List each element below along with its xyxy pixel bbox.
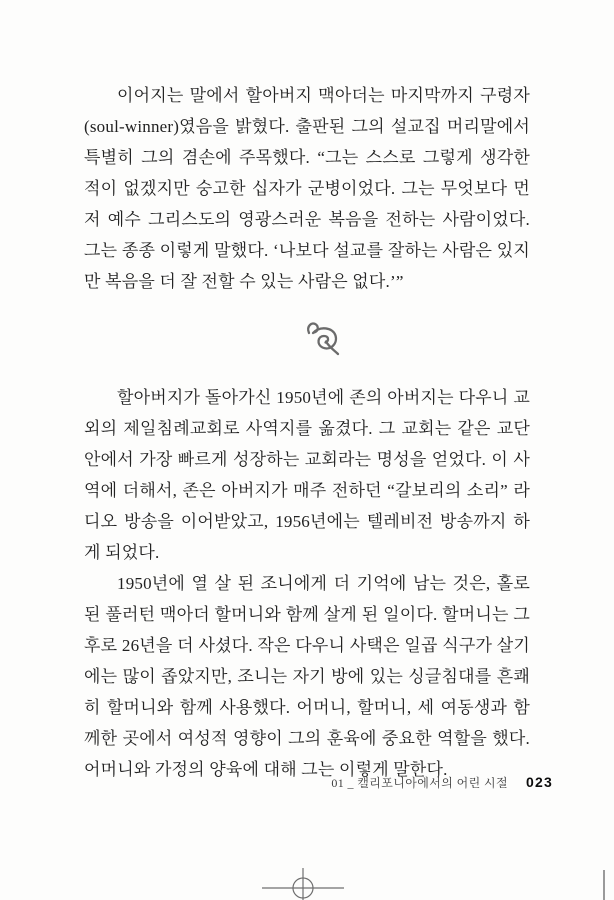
registration-mark-icon <box>261 866 345 900</box>
section-break <box>84 297 530 382</box>
running-footer <box>331 774 553 791</box>
chapter-label: 01 _ 캘리포니아에서의 어린 시절 <box>331 776 509 790</box>
paragraph-1: 이어지는 말에서 할아버지 맥아더는 마지막까지 구령자(soul-winner)였음을 밝혔다. 출판된 그의 설교집 머리말에서 특별히 그의 겸손에 주목했다. “그는 스스로 그렇게 생각한 적이 없겠지만 숭고한 십자가 군병이었다. 그는 무엇보다 먼저 예수 그리스도의 영광스러운 복음을 전하는 사람이었다. 그는 종종 이렇게 말했다. ‘나보다 설교를 잘하는 사람은 있지만 복음을 더 잘 전할 수 있는 사람은 없다.’” <box>84 86 530 291</box>
page-number: 023 <box>526 774 553 790</box>
body-text <box>84 80 530 785</box>
paragraph-3: 1950년에 열 살 된 조니에게 더 기억에 남는 것은, 홀로 된 풀러턴 맥아더 할머니와 함께 살게 된 일이다. 할머니는 그 후로 26년을 더 사셨다. 작은 다우니 사택은 일곱 식구가 살기에는 많이 좁았지만, 조니는 자기 방에 있는 싱글침대를 흔쾌히 할머니와 함께 사용했다. 어머니, 할머니, 세 여동생과 함께한 곳에서 여성적 영향이 그의 훈육에 중요한 역할을 했다. 어머니와 가정의 양육에 대해 그는 이렇게 말한다. <box>84 574 530 779</box>
curl-flourish-icon <box>303 320 343 360</box>
trim-mark-icon <box>603 870 605 900</box>
paragraph-2: 할아버지가 돌아가신 1950년에 존의 아버지는 다우니 교외의 제일침례교회로 사역지를 옮겼다. 그 교회는 같은 교단 안에서 가장 빠르게 성장하는 교회라는 명성을 얻었다. 이 사역에 더해서, 존은 아버지가 매주 전하던 “갈보리의 소리” 라디오 방송을 이어받았고, 1956년에는 텔레비전 방송까지 하게 되었다. <box>84 388 530 562</box>
